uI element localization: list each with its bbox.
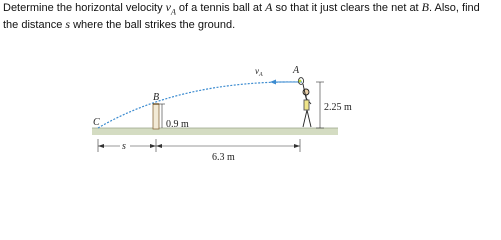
label-net-height: 0.9 m — [166, 119, 189, 130]
symbol-A: A — [265, 0, 273, 14]
problem-text-part4: . Also, find — [429, 2, 480, 14]
label-A: A — [293, 65, 300, 76]
problem-text-line2a: the distance — [3, 19, 66, 32]
symbol-s: s — [65, 17, 71, 32]
label-distance: 6.3 m — [212, 152, 235, 163]
ball-at-A — [299, 80, 302, 83]
problem-text-part2: of a tennis ball at — [175, 2, 266, 14]
velocity-arrowhead — [270, 80, 276, 85]
problem-text-part3: so that it just clears the net at — [272, 2, 422, 14]
symbol-vA: $v_A$ — [165, 0, 176, 17]
label-C: C — [93, 117, 100, 128]
label-velocity: $v_A$ — [255, 66, 263, 78]
problem-text-part1: Determine the horizontal velocity — [3, 2, 166, 14]
problem-text-line2b: where the ball strikes the ground. — [70, 19, 236, 32]
label-s: s — [122, 141, 126, 152]
label-player-height: 2.25 m — [324, 102, 352, 113]
net — [153, 104, 159, 129]
ball-trajectory — [98, 82, 302, 128]
tennis-player — [298, 78, 311, 127]
symbol-B: B — [421, 0, 430, 14]
ground-strip — [92, 128, 338, 135]
label-B: B — [153, 92, 160, 103]
